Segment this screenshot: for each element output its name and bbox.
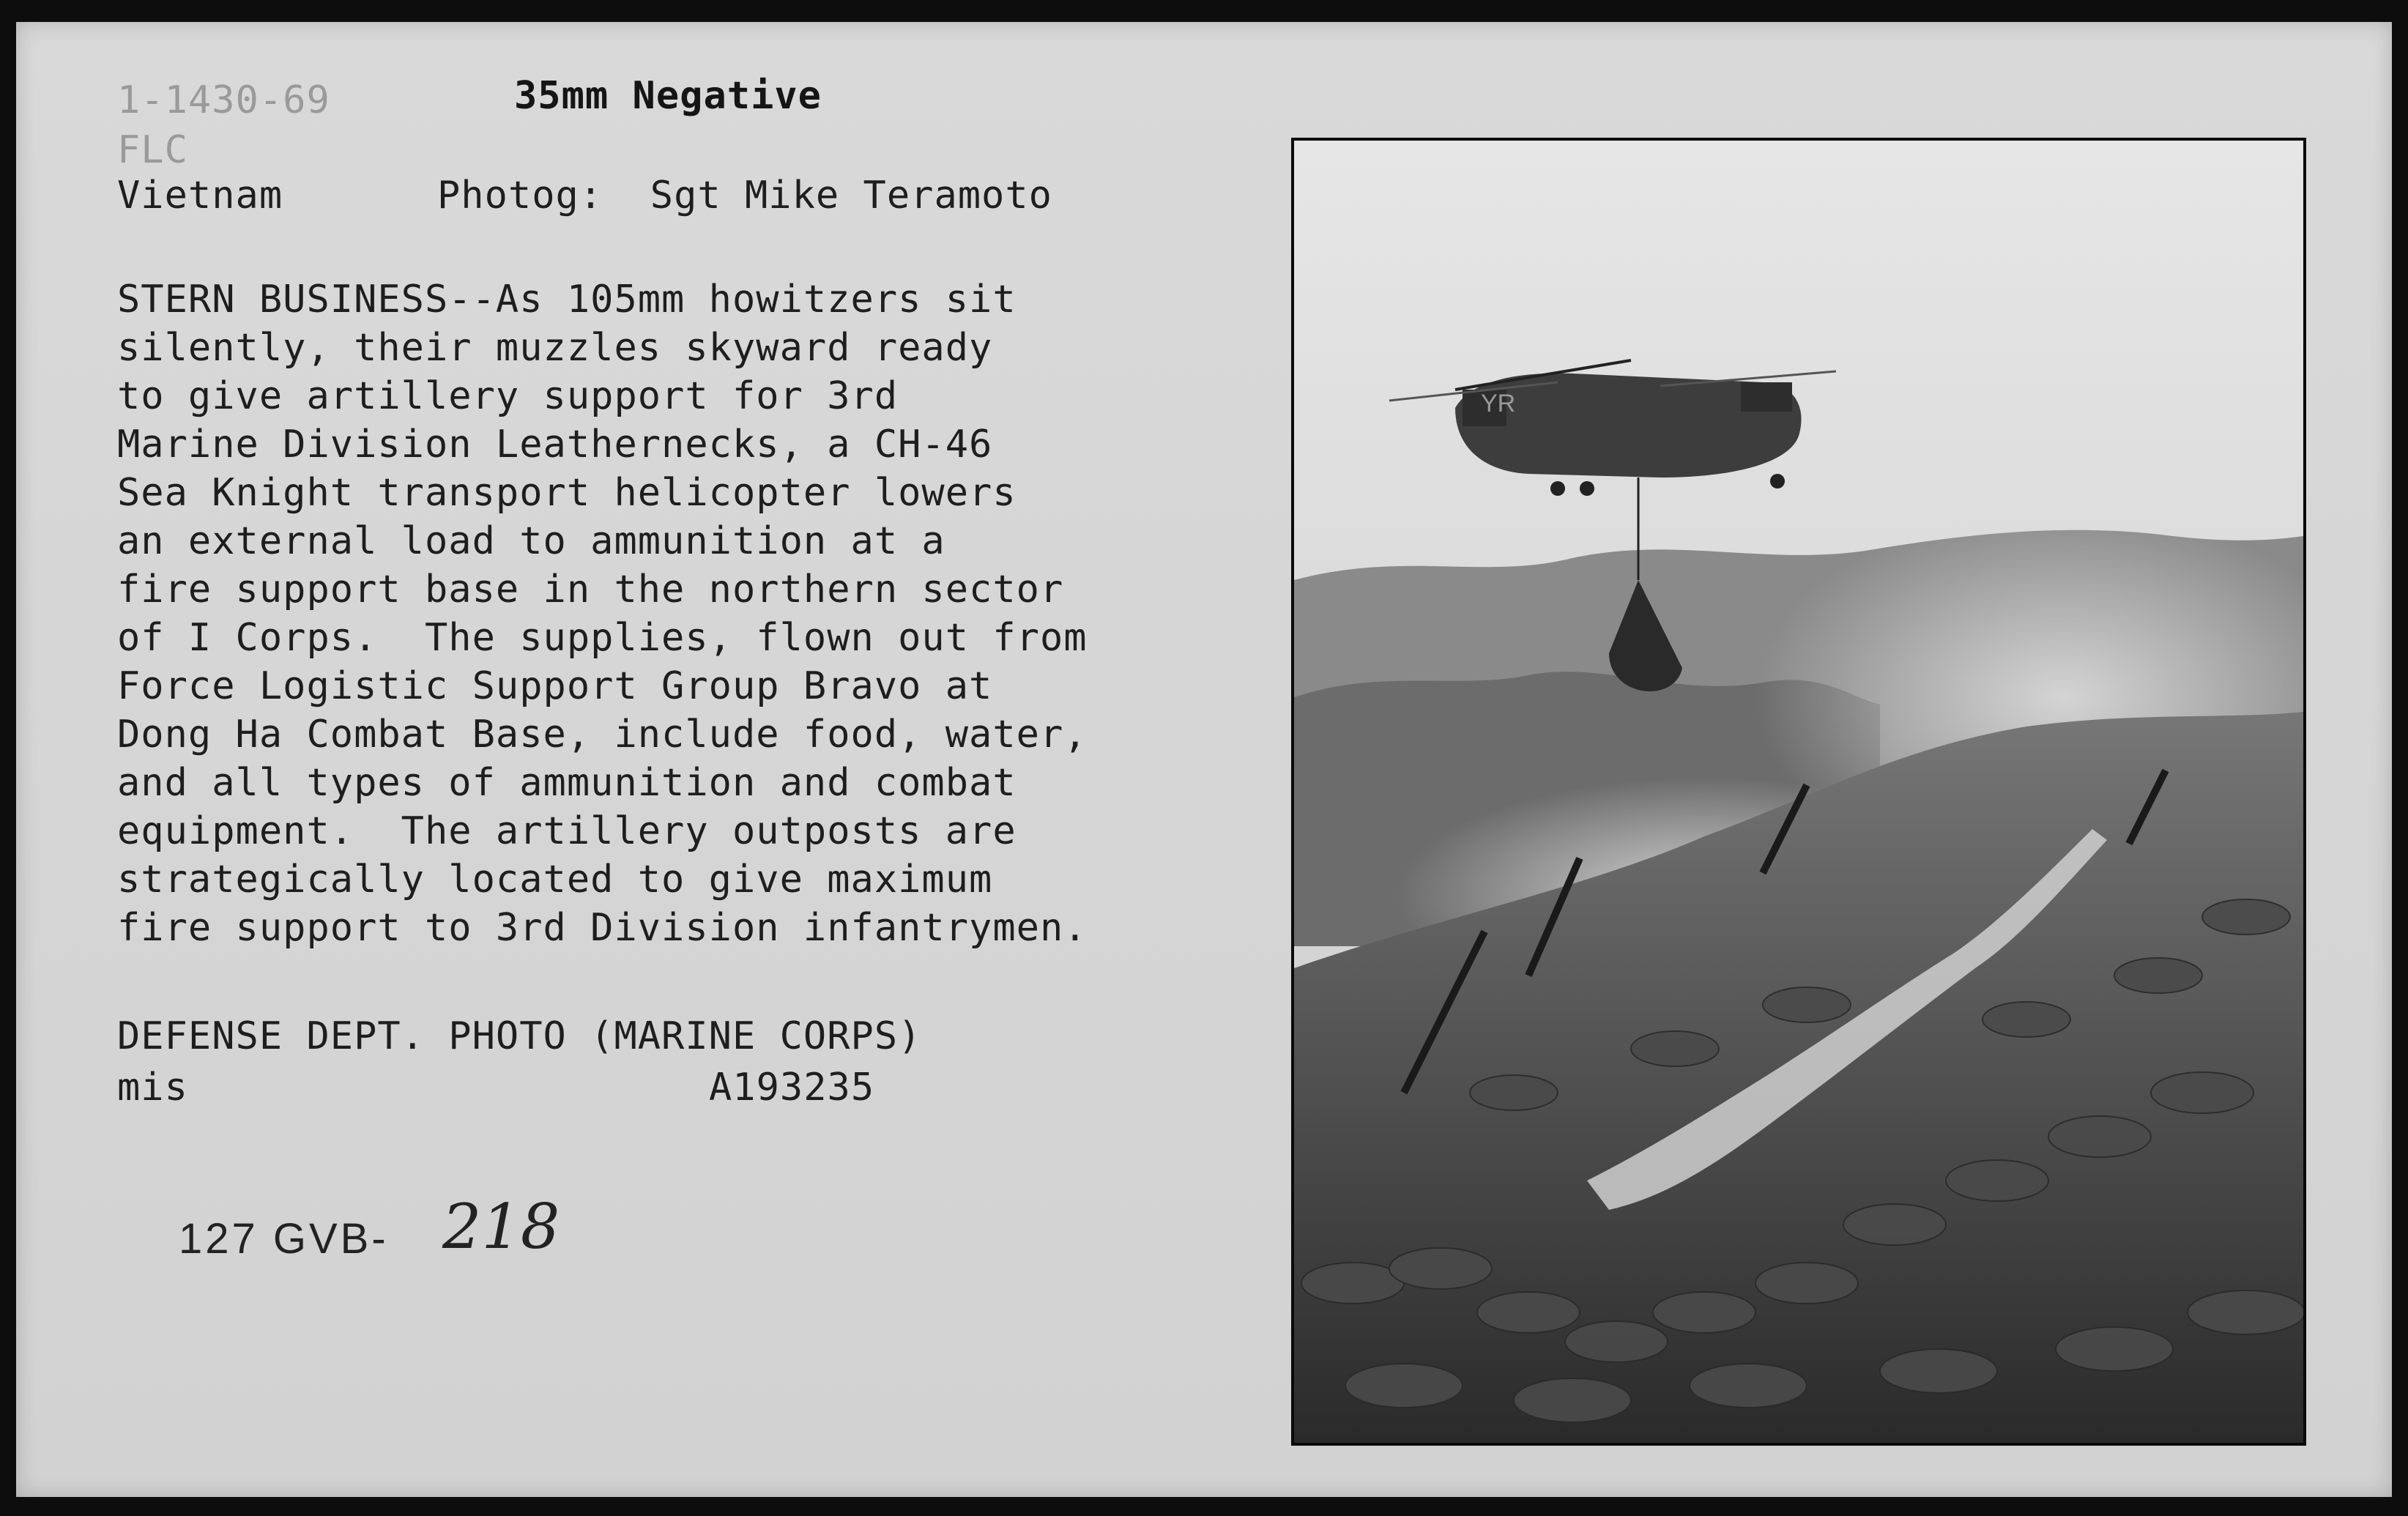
- credit-source: DEFENSE DEPT. PHOTO (MARINE CORPS): [117, 1014, 922, 1058]
- caption-line: of I Corps. The supplies, flown out from: [117, 616, 1088, 660]
- photo-scene: [1294, 141, 2303, 1443]
- photographer-label: Photog: Sgt Mike Teramoto: [437, 174, 1052, 218]
- caption-line: strategically located to give maximum: [117, 858, 993, 902]
- caption-line: Force Logistic Support Group Bravo at: [117, 664, 993, 708]
- helicopter-marking: YR: [1481, 390, 1516, 417]
- photo-card: [16, 22, 2392, 1497]
- caption-line: fire support to 3rd Division infantrymen.: [117, 906, 1088, 950]
- caption-block: [117, 275, 1088, 952]
- caption-line: an external load to ammunition at a: [117, 519, 945, 563]
- caption-line: Marine Division Leathernecks, a CH-46: [117, 423, 993, 467]
- catalog-number: 1-1430-69: [117, 78, 330, 122]
- credit-initials: mis: [117, 1066, 188, 1110]
- unit-label: FLC: [117, 128, 188, 172]
- location-label: Vietnam: [117, 174, 283, 218]
- caption-line: silently, their muzzles skyward ready: [117, 326, 993, 370]
- credit-number: A193235: [709, 1066, 875, 1110]
- archive-stamp: 127 GVB-: [179, 1215, 389, 1263]
- photograph: [1291, 138, 2306, 1446]
- caption-line: fire support base in the northern sector: [117, 568, 1064, 612]
- caption-line: to give artillery support for 3rd: [117, 374, 899, 418]
- caption-line: Dong Ha Combat Base, include food, water,: [117, 713, 1088, 757]
- caption-line: and all types of ammunition and combat: [117, 761, 1017, 805]
- archive-handwritten-number: 218: [442, 1191, 560, 1263]
- caption-line: equipment. The artillery outposts are: [117, 809, 1017, 853]
- film-note: 35mm Negative: [514, 74, 822, 118]
- caption-line: Sea Knight transport helicopter lowers: [117, 471, 1017, 515]
- caption-line: STERN BUSINESS--As 105mm howitzers sit: [117, 278, 1017, 322]
